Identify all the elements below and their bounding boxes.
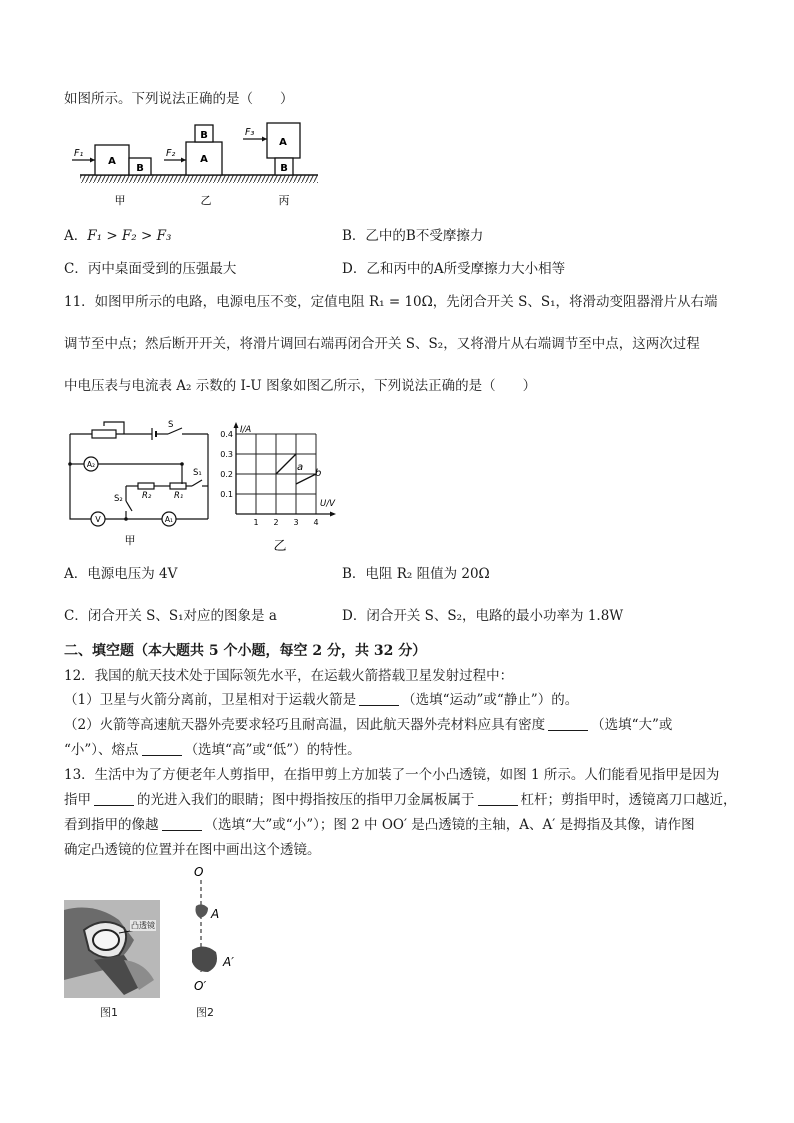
q13-text: （选填“大”或“小”）；图 2 中 OO′ 是凸透镜的主轴，A、A′ 是拇指及其像，请作图 [204,817,695,833]
label-s1: S₁ [193,468,202,478]
series-b-label: b [315,468,322,479]
answer-blank[interactable] [478,791,518,806]
x-tick-label: 1 [253,518,259,527]
q11-line3: 中电压表与电流表 A₂ 示数的 I-U 图象如图乙所示，下列说法正确的是（ ） [64,378,537,394]
label-o: O [194,865,204,879]
q12-p2-hint2: （选填“高”或“低”）的特性。 [184,742,361,758]
q11-option-a [64,564,177,584]
y-tick-label: 0.2 [220,470,233,479]
option-text: 乙和丙中的A所受摩擦力大小相等 [366,261,566,277]
q12-p1-text: （1）卫星与火箭分离前，卫星相对于运载火箭是 [64,692,357,708]
q12-p2-text2: “小”）、熔点 [64,742,139,758]
f3-label: F₃ [245,127,255,138]
y-tick-label: 0.3 [220,450,233,459]
switch-s2 [126,501,132,511]
option-text: 乙中的B不受摩擦力 [365,228,484,244]
f1-label: F₁ [74,148,84,159]
x-tick-label: 3 [293,518,299,527]
q12-p2-text: （2）火箭等高速航天器外壳要求轻巧且耐高温，因此航天器外壳材料应具有密度 [64,717,546,733]
label-a: A [211,907,220,921]
q13-line2 [64,790,737,810]
option-key: B． [342,228,366,244]
q13-text: 杠杆；剪指甲时，透镜离刀口越近， [520,792,737,808]
rheostat-slider-wire [104,422,124,434]
rheostat [92,430,116,438]
q12-stem: 12．我国的航天技术处于国际领先水平，在运载火箭搭载卫星发射过程中： [64,668,514,684]
jia-label-a: A [108,156,116,167]
q11-line1: 11．如图甲所示的电路，电源电压不变，定值电阻 R₁ = 10Ω，先闭合开关 S、S₁，将滑动变阻器滑片从右端 [64,294,718,310]
caption-jia: 甲 [114,194,126,207]
resistor-r2 [138,483,154,489]
thumb-a [196,904,209,918]
nail-clipper-photo [64,900,160,998]
answer-blank[interactable] [162,816,202,831]
option-key: C． [64,608,88,624]
thumb-image [192,946,217,972]
label-a1: A₁ [164,515,174,524]
x-tick-label: 4 [313,518,319,527]
label-a-prime: A′ [223,955,234,969]
q11-circuit [64,418,214,550]
q11-option-c [64,606,277,626]
label-o-prime: O′ [194,979,207,993]
caption-yi: 乙 [200,194,212,207]
q13-text: 看到指甲的像越 [64,817,159,833]
y-axis-label: I/A [240,425,252,435]
answer-blank[interactable] [359,691,399,706]
option-key: A． [64,228,88,244]
option-key: D． [342,608,367,624]
q12-part2-cont [64,740,361,760]
option-text: 电阻 R₂ 阻值为 20Ω [365,566,490,582]
q12-p2-hint: （选填“大”或 [591,717,673,733]
ground-hatch [80,175,318,183]
option-text: 电源电压为 4V [87,566,178,582]
answer-blank[interactable] [142,741,182,756]
series-b-line [296,474,316,484]
q10-option-a [64,226,171,246]
lens-label: 凸透镜 [131,921,155,930]
nail-clipper-illustration [64,900,160,998]
option-text: F₁ > F₂ > F₃ [87,228,172,244]
switch-s1 [192,480,202,486]
bing-label-b: B [280,163,288,174]
caption-jia: 甲 [124,534,136,547]
series-a-line [276,454,296,474]
q11-option-b [342,564,490,584]
q10-option-b [342,226,483,246]
q10-option-d [342,259,565,279]
option-key: B． [342,566,366,582]
option-text: 闭合开关 S、S₁对应的图象是 a [87,608,277,624]
wire-a2-right [98,464,182,484]
q10-figure [70,118,320,210]
label-s: S [168,420,174,430]
q13-line1: 13．生活中为了方便老年人剪指甲，在指甲剪上方加装了一个小凸透镜，如图 1 所示。人们能看见指甲是因为 [64,767,720,783]
option-key: D． [342,261,367,277]
y-tick-label: 0.4 [220,430,233,439]
q13-line3 [64,815,695,835]
q13-line4: 确定凸透镜的位置并在图中画出这个透镜。 [64,842,321,858]
answer-blank[interactable] [94,791,134,806]
caption-bing: 丙 [278,194,290,207]
answer-blank[interactable] [548,716,588,731]
option-key: C． [64,261,88,277]
wire-left [70,434,91,519]
option-text: 闭合开关 S、S₂，电路的最小功率为 1.8W [366,608,624,624]
fig1-caption: 图1 [100,1006,118,1019]
q13-text: 的光进入我们的眼睛；图中拇指按压的指甲刀金属板属于 [137,792,475,808]
q13-fig2 [186,862,256,1002]
q10-stem: 如图所示。下列说法正确的是（ ） [64,91,294,107]
label-v: V [95,515,101,524]
x-axis-label: U/V [320,499,335,509]
label-s2: S₂ [114,494,123,504]
yi-label-a: A [200,154,208,165]
x-tick-label: 2 [273,518,279,527]
q12-part2 [64,715,672,735]
option-text: 丙中桌面受到的压强最大 [87,261,237,277]
q11-iu-graph [212,418,352,556]
bing-label-a: A [279,137,287,148]
q11-line2: 调节至中点；然后断开开关，将滑片调回右端再闭合开关 S、S₂，又将滑片从右端调节至中点，这两次过程 [64,336,700,352]
jia-label-b: B [136,163,144,174]
option-key: A． [64,566,88,582]
series-a-label: a [297,462,304,473]
yi-label-b: B [200,130,208,141]
fig2-caption: 图2 [196,1006,214,1019]
q12-part1 [64,690,578,710]
q12-p1-hint: （选填“运动”或“静止”）的。 [402,692,579,708]
q10-option-c [64,259,236,279]
label-a2: A₂ [86,460,96,469]
caption-yi: 乙 [273,539,287,554]
q13-text: 指甲 [64,792,91,808]
resistor-r1 [170,483,186,489]
f2-label: F₂ [166,148,176,159]
label-r2: R₂ [142,491,152,501]
label-r1: R₁ [174,491,184,501]
y-tick-label: 0.1 [220,490,233,499]
q11-option-d [342,606,623,626]
section-title: 二、填空题（本大题共 5 个小题，每空 2 分，共 32 分） [64,643,427,659]
